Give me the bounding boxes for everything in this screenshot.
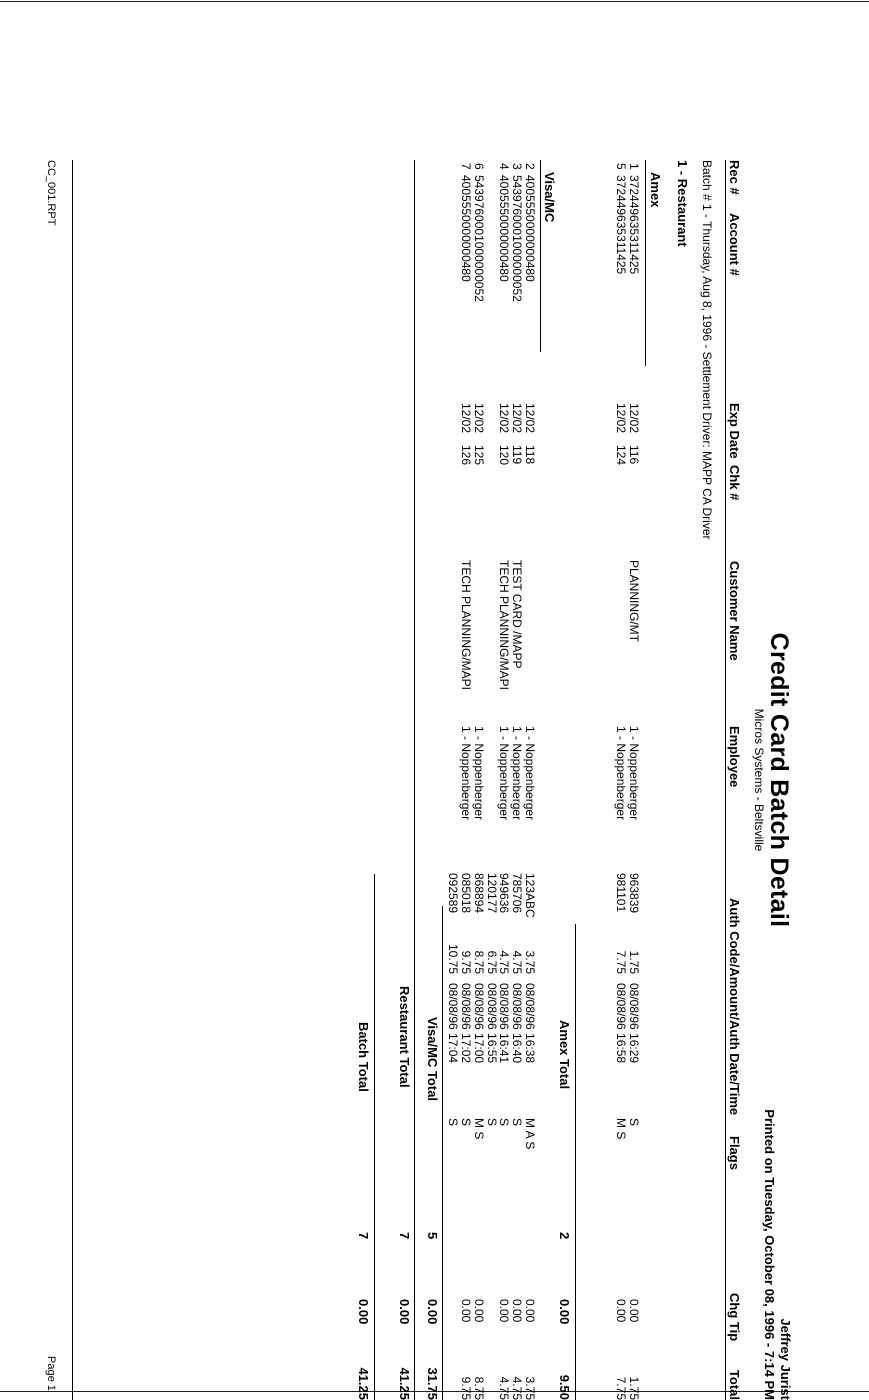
cell-account: 5439760001000000052: [472, 175, 486, 302]
col-employee: Employee: [727, 726, 742, 788]
col-customer: Customer Name: [727, 561, 742, 661]
amex-rule: [645, 160, 646, 366]
cell-flags: S: [497, 1118, 511, 1127]
batch-total-chg-tip: 0.00: [356, 1299, 371, 1325]
cell-chk: 124: [614, 445, 628, 466]
visa-mc-total-count: 5: [425, 1232, 440, 1240]
cell-exp: 12/02: [472, 403, 486, 434]
cell-total: 1.75: [627, 1376, 641, 1400]
cell-chgtip: 0.00: [523, 1299, 537, 1323]
cell-datetime: 08/08/96 17:04: [446, 983, 460, 1064]
cell-chk: 119: [510, 445, 524, 465]
cell-datetime: 08/08/96 16:40: [510, 983, 524, 1064]
visa-mc-total-label: Visa/MC Total: [425, 1017, 440, 1102]
cell-employee: 1 - Noppenberger: [472, 726, 486, 821]
cell-rec: 6: [472, 163, 486, 170]
cell-rec: 4: [497, 163, 511, 170]
cell-rec: 1: [627, 163, 641, 170]
cell-exp: 12/02: [510, 403, 524, 434]
cell-flags: M S: [472, 1118, 486, 1140]
visa-mc-total-total: 31.75: [425, 1367, 440, 1400]
cell-exp: 12/02: [497, 403, 511, 434]
cell-total: 4.75: [497, 1376, 511, 1400]
cell-amount: 4.75: [497, 950, 511, 974]
visa-mc-total-chg-tip: 0.00: [425, 1299, 440, 1325]
cell-datetime: 08/08/96 16:55: [485, 983, 499, 1064]
group-name-visa-mc: Visa/MC: [542, 172, 557, 223]
cell-account: 372449635311425: [627, 175, 641, 275]
cell-amount: 9.75: [459, 950, 473, 974]
cell-chgtip: 0.00: [472, 1299, 486, 1323]
cell-rec: 7: [459, 163, 473, 170]
cell-total: 3.75: [523, 1376, 537, 1400]
cell-exp: 12/02: [523, 403, 537, 434]
cell-chk: 118: [523, 445, 537, 465]
cell-employee: 1 - Noppenberger: [614, 726, 628, 821]
amex-total-count: 2: [557, 1232, 572, 1240]
batch-total-count: 7: [356, 1232, 371, 1240]
cell-auth: 963839: [627, 873, 641, 914]
cell-employee: 1 - Noppenberger: [459, 726, 473, 821]
cell-flags: S: [459, 1118, 473, 1127]
header-rule: [725, 160, 726, 1400]
cell-flags: S: [510, 1118, 524, 1127]
cell-exp: 12/02: [627, 403, 641, 434]
cell-flags: M A S: [523, 1118, 537, 1150]
amex-total-rule: [575, 924, 576, 1400]
cell-amount: 7.75: [614, 950, 628, 974]
col-account: Account #: [727, 213, 742, 276]
cell-employee: 1 - Noppenberger: [497, 726, 511, 821]
cell-flags: M S: [614, 1118, 628, 1140]
cell-chk: 126: [459, 445, 473, 466]
cell-customer: TECH PLANNING/MAPI: [497, 560, 511, 691]
amex-total-total: 9.50: [557, 1374, 572, 1400]
report-page: [35, 160, 795, 1400]
cell-chk: 120: [497, 445, 511, 466]
cell-exp: 12/02: [459, 403, 473, 434]
group-name-amex: Amex: [648, 172, 663, 208]
cell-chgtip: 0.00: [614, 1299, 628, 1323]
cell-auth: 981101: [614, 873, 628, 913]
cell-total: 9.75: [459, 1376, 473, 1400]
report-user: Jeffrey Jurist: [778, 1318, 793, 1400]
cell-auth: 123ABC: [523, 873, 537, 918]
cell-flags: S: [627, 1118, 641, 1127]
cell-rec: 3: [510, 163, 524, 170]
col-auth: Auth Code/Amount/Auth Date/Time: [727, 898, 742, 1116]
cell-datetime: 08/08/96 16:38: [523, 983, 537, 1064]
cell-flags: S: [485, 1118, 499, 1127]
cell-account: 372449635311425: [614, 175, 628, 275]
cell-chgtip: 0.00: [510, 1299, 524, 1323]
revenue-center: 1 - Restaurant: [675, 160, 690, 247]
cell-total: 7.75: [614, 1376, 628, 1400]
cell-datetime: 08/08/96 16:58: [614, 983, 628, 1064]
cell-customer: TEST CARD /MAPP: [510, 560, 524, 669]
cell-flags: S: [446, 1118, 460, 1127]
cell-account: 5439760001000000052: [510, 175, 524, 302]
cell-chgtip: 0.00: [627, 1299, 641, 1323]
batch-line: Batch # 1 - Thursday, Aug 8, 1996 - Settlement Driver: MAPP CA Driver: [700, 160, 714, 540]
cell-chk: 125: [472, 445, 486, 466]
cell-employee: 1 - Noppenberger: [627, 726, 641, 821]
cell-account: 4005550000000480: [459, 175, 473, 282]
page-number: Page 1: [45, 1356, 57, 1391]
cell-account: 4005550000000480: [523, 175, 537, 282]
cell-chgtip: 0.00: [497, 1299, 511, 1323]
cell-datetime: 08/08/96 17:02: [459, 983, 473, 1064]
report-subtitle: Micros Systems - Beltsville: [752, 708, 766, 852]
batch-total-label: Batch Total: [356, 1022, 371, 1092]
batch-total-rule: [374, 874, 375, 1400]
cell-amount: 3.75: [523, 950, 537, 974]
report-title: Credit Card Batch Detail: [765, 632, 793, 928]
cell-total: 8.75: [472, 1376, 486, 1400]
cell-datetime: 08/08/96 16:29: [627, 983, 641, 1064]
cell-auth: 949636: [497, 873, 511, 914]
cell-exp: 12/02: [614, 403, 628, 434]
restaurant-total-chg-tip: 0.00: [397, 1299, 412, 1325]
cell-customer: PLANNING/MT: [627, 560, 641, 643]
printed-on: Printed on Tuesday, October 08, 1996 - 7:14 PM: [762, 1109, 777, 1400]
cell-amount: 6.75: [485, 950, 499, 974]
cell-customer: TECH PLANNING/MAPI: [459, 560, 473, 691]
footer-rule: [72, 160, 73, 1400]
cell-auth: 120177: [485, 873, 499, 914]
cell-auth: 868894: [472, 873, 486, 914]
col-flags: Flags: [727, 1136, 742, 1170]
cell-amount: 8.75: [472, 950, 486, 974]
cell-chk: 116: [627, 445, 641, 465]
col-chg-tip: Chg Tip: [727, 1293, 742, 1342]
cell-auth: 785706: [510, 873, 524, 914]
cell-rec: 5: [614, 163, 628, 170]
amex-total-label: Amex Total: [557, 1020, 572, 1090]
cell-auth: 085018: [459, 873, 473, 914]
page-top-border: [0, 1, 869, 2]
cell-amount: 4.75: [510, 950, 524, 974]
amex-total-chg-tip: 0.00: [557, 1299, 572, 1325]
cell-account: 4005550000000480: [497, 175, 511, 282]
col-total: Total: [727, 1369, 742, 1400]
cell-amount: 1.75: [627, 950, 641, 974]
cell-chgtip: 0.00: [459, 1299, 473, 1323]
visa-mc-total-rule: [442, 906, 443, 1400]
report-file-name: CC_001.RPT: [45, 160, 57, 226]
restaurant-total-label: Restaurant Total: [397, 986, 412, 1088]
restaurant-total-total: 41.25: [397, 1367, 412, 1400]
batch-total-total: 41.25: [356, 1367, 371, 1400]
visa-mc-rule: [540, 160, 541, 352]
cell-amount: 10.75: [446, 943, 460, 974]
col-exp-date: Exp Date: [727, 403, 742, 459]
cell-auth: 092589: [446, 873, 460, 914]
restaurant-rule: [414, 160, 415, 1400]
col-rec: Rec #: [727, 160, 742, 195]
col-chk: Chk #: [727, 465, 742, 501]
cell-employee: 1 - Noppenberger: [523, 726, 537, 821]
cell-datetime: 08/08/96 17:00: [472, 983, 486, 1064]
cell-total: 4.75: [510, 1376, 524, 1400]
cell-datetime: 08/08/96 16:41: [497, 983, 511, 1064]
restaurant-total-count: 7: [397, 1232, 412, 1240]
cell-rec: 2: [523, 163, 537, 170]
cell-employee: 1 - Noppenberger: [510, 726, 524, 821]
